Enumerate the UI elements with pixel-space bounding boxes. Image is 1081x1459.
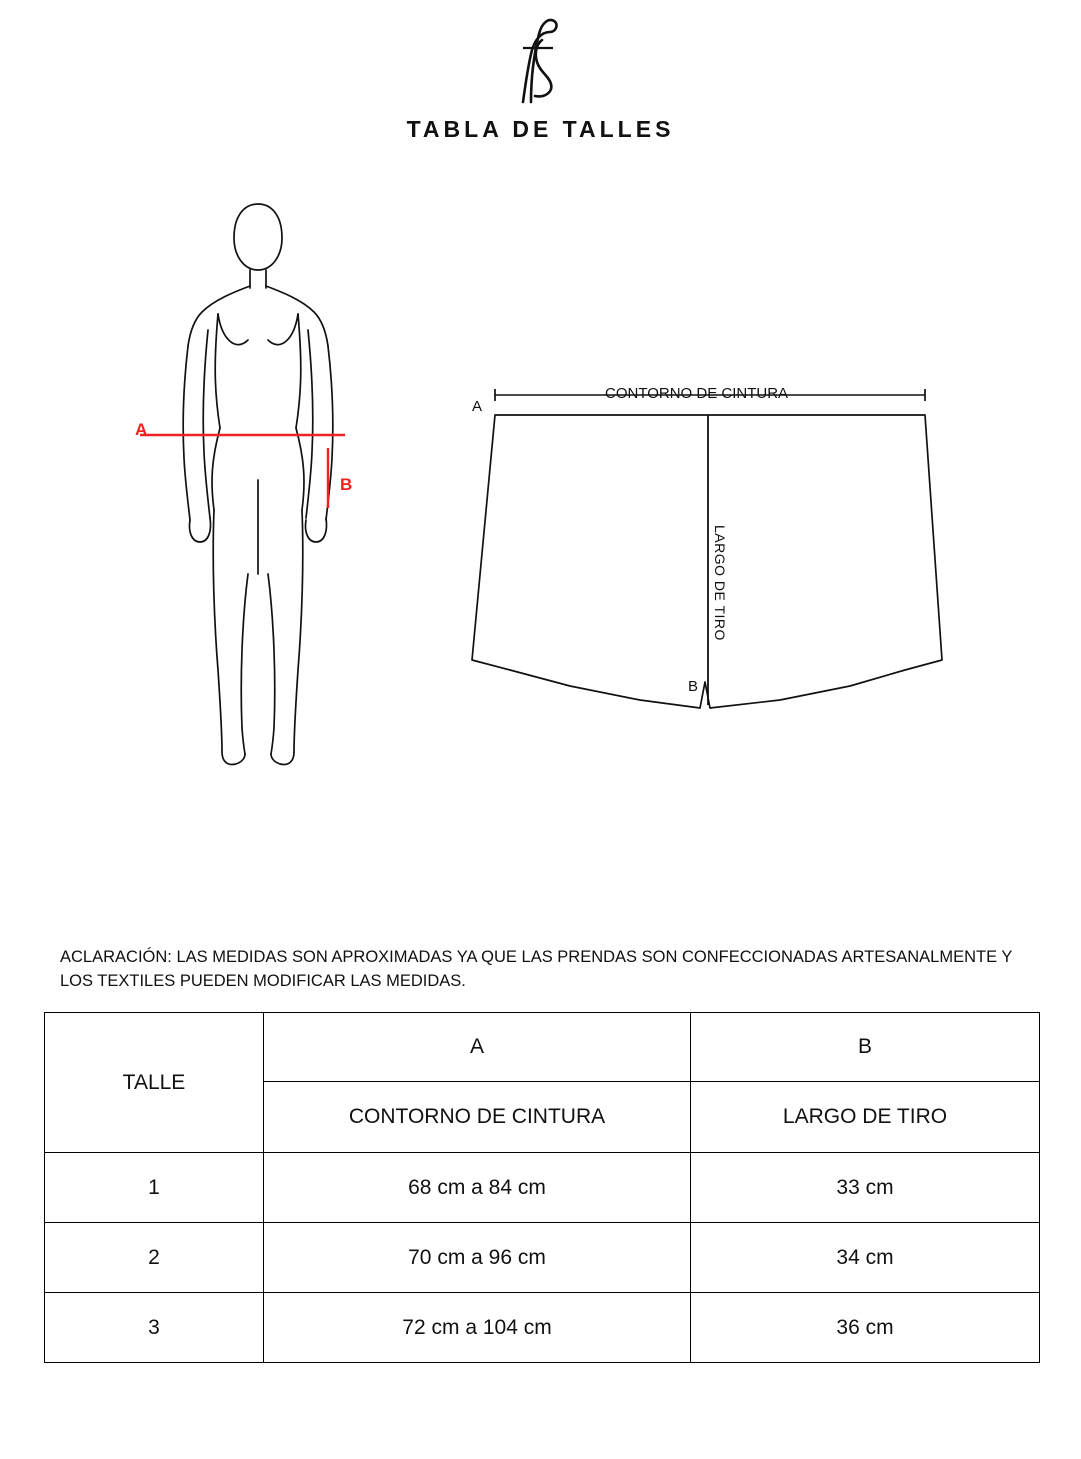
row-talle: 1 bbox=[45, 1153, 264, 1223]
garment-vertical-label: LARGO DE TIRO bbox=[712, 525, 728, 641]
disclaimer-note: ACLARACIÓN: LAS MEDIDAS SON APROXIMADAS YA QUE LAS PRENDAS SON CONFECCIONADAS ARTESANALMENTE Y LOS TEXTILES PUEDEN MODIFICAR LAS MEDIDAS. bbox=[60, 948, 1013, 990]
row-contorno-cintura: 72 cm a 104 cm bbox=[264, 1293, 691, 1363]
row-talle: 3 bbox=[45, 1293, 264, 1363]
female-figure-illustration bbox=[130, 180, 460, 800]
row-largo-tiro: 34 cm bbox=[691, 1223, 1040, 1293]
garment-label-a: A bbox=[472, 398, 483, 415]
table-row bbox=[45, 1223, 1040, 1293]
table-header-talle: TALLE bbox=[45, 1013, 264, 1153]
croquis-label-a: A bbox=[135, 420, 148, 439]
garment-label-b: B bbox=[688, 678, 699, 695]
sf-monogram-icon bbox=[501, 14, 581, 110]
row-largo-tiro: 33 cm bbox=[691, 1153, 1040, 1223]
row-contorno-cintura: 68 cm a 84 cm bbox=[264, 1153, 691, 1223]
table-header-letter-a: A bbox=[264, 1013, 691, 1082]
row-talle: 2 bbox=[45, 1223, 264, 1293]
table-row bbox=[45, 1293, 1040, 1363]
table-row bbox=[45, 1153, 1040, 1223]
brand-logo bbox=[0, 14, 1081, 110]
row-largo-tiro: 36 cm bbox=[691, 1293, 1040, 1363]
croquis-label-b: B bbox=[340, 475, 353, 494]
row-contorno-cintura: 70 cm a 96 cm bbox=[264, 1223, 691, 1293]
table-header-row-letters bbox=[45, 1013, 1040, 1082]
diagram-area bbox=[0, 170, 1081, 810]
size-table bbox=[44, 1012, 1040, 1363]
shorts-technical-drawing bbox=[450, 370, 970, 770]
table-header-letter-b: B bbox=[691, 1013, 1040, 1082]
garment-top-label: CONTORNO DE CINTURA bbox=[605, 385, 789, 402]
table-header-name-a: CONTORNO DE CINTURA bbox=[264, 1082, 691, 1153]
table-header-name-b: LARGO DE TIRO bbox=[691, 1082, 1040, 1153]
page-title: TABLA DE TALLES bbox=[406, 116, 675, 142]
